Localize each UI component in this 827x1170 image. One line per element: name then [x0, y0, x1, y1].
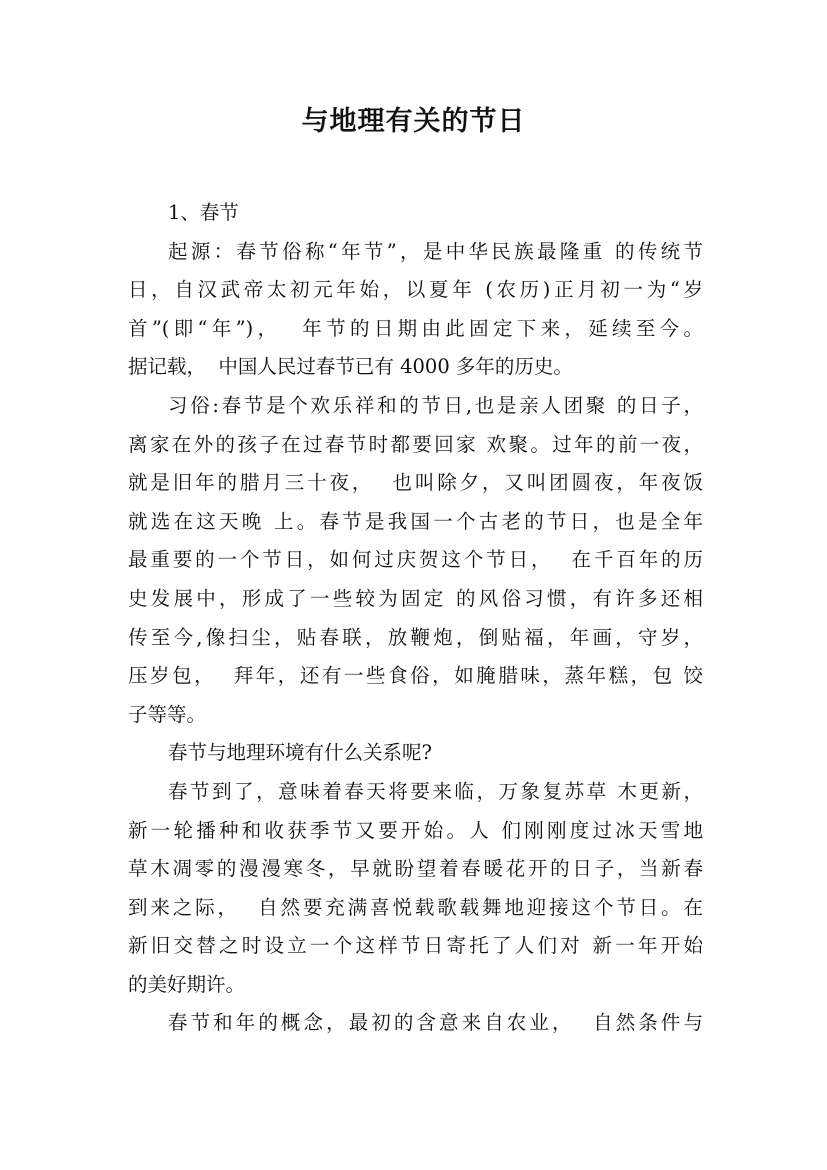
text-line: 春节和年的概念，最初的含意来自农业， 自然条件与 [168, 1011, 703, 1035]
text-line: 传至今,像扫尘，贴春联，放鞭炮，倒贴福，年画，守岁， [128, 625, 703, 649]
text-line: 据记载， 中国人民过春节已有 4000 多年的历史。 [128, 355, 573, 379]
text-line: 草木凋零的漫漫寒冬，早就盼望着春暖花开的日子，当新春 [128, 857, 703, 881]
text-line: 压岁包， 拜年，还有一些食俗，如腌腊味，蒸年糕，包 饺 [128, 664, 703, 688]
text-line: 起源：春节俗称“年节”，是中华民族最隆重 的传统节 [168, 239, 703, 263]
text-line: 1、春节 [168, 201, 239, 224]
text-line: 首”(即“年”)， 年节的日期由此固定下来，延续至今。 [128, 316, 703, 340]
document-body [128, 194, 703, 1043]
text-line: 新旧交替之时设立一个这样节日寄托了人们对 新一年开始 [128, 934, 703, 958]
text-line: 春节到了，意味着春天将要来临，万象复苏草 木更新， [168, 779, 703, 803]
page-title: 与地理有关的节日 [301, 106, 526, 137]
text-line: 到来之际， 自然要充满喜悦载歌载舞地迎接这个节日。在 [128, 895, 703, 919]
text-line: 就是旧年的腊月三十夜， 也叫除夕，又叫团圆夜，年夜饭 [128, 471, 703, 495]
text-line: 最重要的一个节日，如何过庆贺这个节日， 在千百年的历 [128, 548, 703, 572]
text-line: 史发展中，形成了一些较为固定 的风俗习惯，有许多还相 [128, 586, 703, 610]
text-line: 春节与地理环境有什么关系呢? [168, 741, 432, 765]
text-line: 习俗:春节是个欢乐祥和的节日,也是亲人团聚 的日子， [168, 393, 703, 417]
text-line: 子等等。 [128, 702, 207, 726]
text-line: 日，自汉武帝太初元年始，以夏年 (农历)正月初一为“岁 [128, 278, 703, 302]
text-line: 离家在外的孩子在过春节时都要回家 欢聚。过年的前一夜， [128, 432, 703, 456]
text-line: 的美好期许。 [128, 972, 246, 996]
text-line: 就选在这天晚 上。春节是我国一个古老的节日，也是全年 [128, 509, 703, 533]
text-line: 新一轮播种和收获季节又要开始。人 们刚刚度过冰天雪地 [128, 818, 703, 842]
